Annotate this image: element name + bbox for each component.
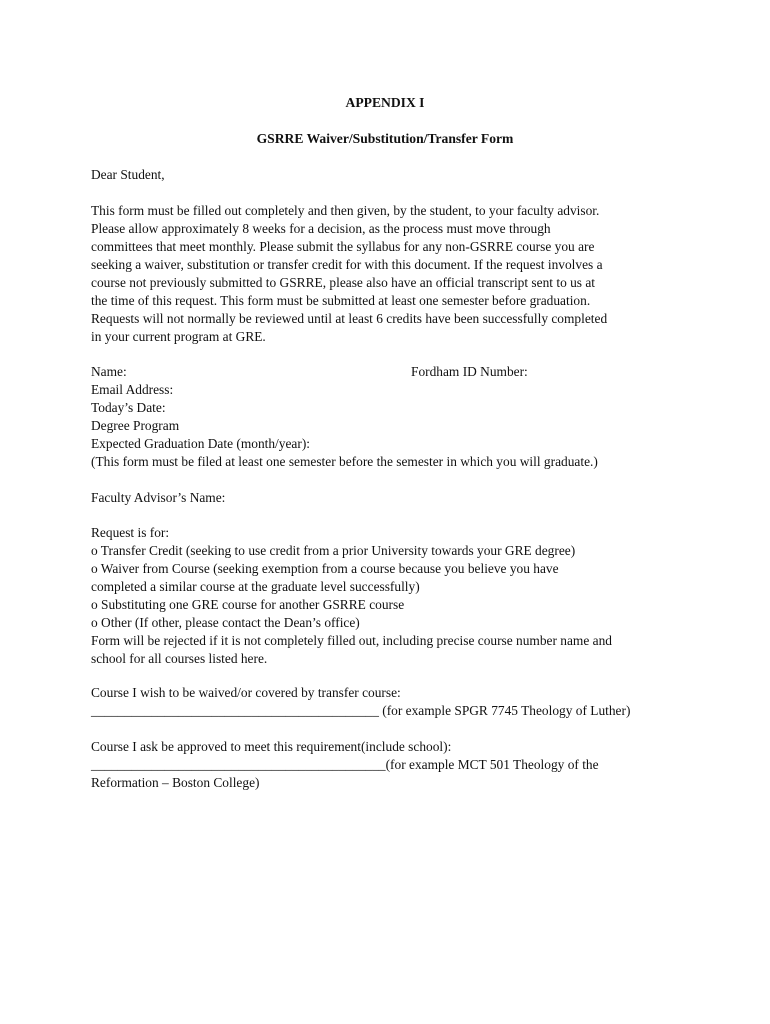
request-option-waiver: o Waiver from Course (seeking exemption from a course because you believe you have bbox=[91, 561, 559, 576]
salutation bbox=[91, 166, 691, 184]
request-option-other: o Other (If other, please contact the Dean’s office) bbox=[91, 615, 360, 630]
request-option-substitute: o Substituting one GRE course for another GSRRE course bbox=[91, 597, 405, 612]
rejection-note: Form will be rejected if it is not completely filled out, including precise course number name and bbox=[91, 633, 612, 648]
intro-line: This form must be filled out completely and then given, by the student, to your faculty advisor. bbox=[91, 203, 600, 218]
intro-line: course not previously submitted to GSRRE, please also have an official transcript sent to us at bbox=[91, 275, 596, 290]
course-waived-section bbox=[91, 684, 691, 720]
appendix-heading: APPENDIX I bbox=[345, 95, 425, 110]
intro-line: the time of this request. This form must be submitted at least one semester before graduation. bbox=[91, 293, 591, 308]
course-approved-label: Course I ask be approved to meet this requirement(include school): bbox=[91, 739, 452, 754]
request-option-transfer: o Transfer Credit (seeking to use credit from a prior University towards your GRE degree) bbox=[91, 543, 576, 558]
graduation-date-label: Expected Graduation Date (month/year): bbox=[91, 436, 310, 451]
todays-date-label: Today’s Date: bbox=[91, 400, 166, 415]
course-approved-blank-cont: Reformation – Boston College) bbox=[91, 775, 260, 790]
name-label: Name: bbox=[91, 364, 127, 379]
request-section bbox=[91, 524, 691, 668]
graduation-note: (This form must be filed at least one semester before the semester in which you will graduate.) bbox=[91, 454, 598, 469]
intro-paragraph bbox=[91, 202, 691, 346]
request-label: Request is for: bbox=[91, 525, 170, 540]
name-id-row bbox=[91, 363, 691, 381]
faculty-advisor-label: Faculty Advisor’s Name: bbox=[91, 490, 226, 505]
salutation-text: Dear Student, bbox=[91, 167, 165, 182]
course-approved-section bbox=[91, 738, 691, 792]
course-waived-label: Course I wish to be waived/or covered by transfer course: bbox=[91, 685, 401, 700]
intro-line: in your current program at GRE. bbox=[91, 329, 266, 344]
intro-line: Please allow approximately 8 weeks for a decision, as the process must move through bbox=[91, 221, 551, 236]
intro-line: Requests will not normally be reviewed until at least 6 credits have been successfully completed bbox=[91, 311, 608, 326]
faculty-advisor-field bbox=[91, 489, 691, 507]
degree-program-label: Degree Program bbox=[91, 418, 180, 433]
intro-line: seeking a waiver, substitution or transfer credit for with this document. If the request involves a bbox=[91, 257, 603, 272]
student-info-fields bbox=[91, 363, 691, 471]
intro-line: committees that meet monthly. Please submit the syllabus for any non-GSRRE course you are bbox=[91, 239, 595, 254]
form-title: GSRRE Waiver/Substitution/Transfer Form bbox=[256, 131, 514, 146]
email-label: Email Address: bbox=[91, 382, 174, 397]
course-waived-blank: ___________________________________________ (for example SPGR 7745 Theology of Luther) bbox=[91, 703, 631, 718]
fordham-id-label: Fordham ID Number: bbox=[411, 364, 528, 379]
course-approved-blank: ____________________________________________(for example MCT 501 Theology of the bbox=[91, 757, 599, 772]
rejection-note-cont: school for all courses listed here. bbox=[91, 651, 268, 666]
request-option-waiver-cont: completed a similar course at the graduate level successfully) bbox=[91, 579, 420, 594]
